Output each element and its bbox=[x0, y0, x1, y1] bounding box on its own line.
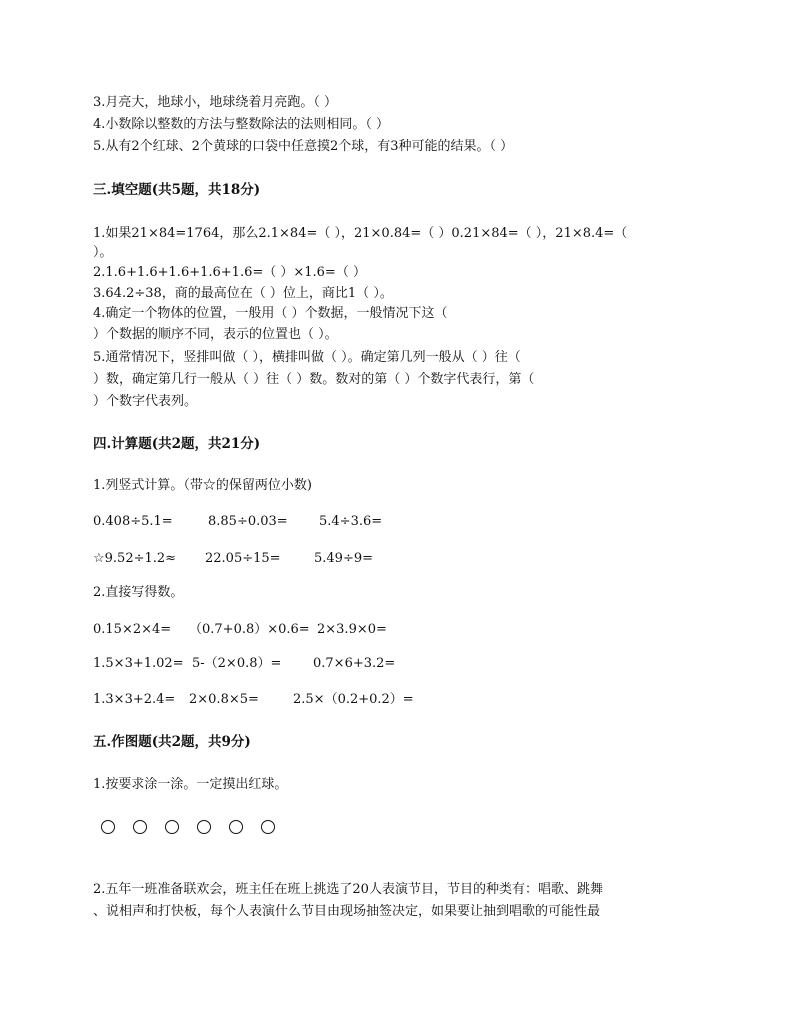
calc-question-1-title: 1.列竖式计算。（带☆的保留两位小数) bbox=[93, 478, 312, 493]
judgment-item-4: 4.小数除以整数的方法与整数除法的法则相同。（ ） bbox=[93, 117, 390, 132]
ball-circle bbox=[133, 820, 147, 834]
fill-question-5-cont: ）数，确定第几行一般从（ ）往（ ）数。数对的第（ ）个数字代表行，第（ bbox=[93, 372, 535, 387]
draw-question-1-title: 1.按要求涂一涂。一定摸出红球。 bbox=[93, 777, 288, 792]
calc-q2-row-1 bbox=[93, 622, 613, 638]
calc-q2-row-3 bbox=[93, 692, 613, 708]
calc-item: 1.5×3+1.02= bbox=[93, 656, 184, 671]
calc-item: 5-（2×0.8）= bbox=[192, 656, 282, 671]
calc-item: ☆9.52÷1.2≈ bbox=[93, 551, 177, 566]
draw-question-2: 2.五年一班准备联欢会，班主任在班上挑选了20人表演节目，节目的种类有：唱歌、跳舞 bbox=[93, 882, 603, 897]
calc-item: 22.05÷15= bbox=[205, 551, 281, 566]
fill-question-4: 4.确定一个物体的位置，一般用（ ）个数据，一般情况下这（ bbox=[93, 306, 448, 321]
calc-item: 5.49÷9= bbox=[314, 551, 374, 566]
calc-item: （0.7+0.8）×0.6= bbox=[189, 622, 310, 637]
draw-question-2-cont: 、说相声和打快板，每个人表演什么节目由现场抽签决定，如果要让抽到唱歌的可能性最 bbox=[93, 904, 601, 919]
ball-circle bbox=[229, 820, 243, 834]
calc-item: 1.3×3+2.4= bbox=[93, 692, 176, 707]
calc-item: 2.5×（0.2+0.2）= bbox=[293, 692, 414, 707]
judgment-item-3: 3.月亮大，地球小，地球绕着月亮跑。（ ） bbox=[93, 95, 338, 110]
fill-question-1-cont: ）。 bbox=[93, 245, 113, 260]
ball-circle bbox=[197, 820, 211, 834]
fill-question-3: 3.64.2÷38，商的最高位在（ ）位上，商比1（ ）。 bbox=[93, 286, 393, 301]
draw-section-heading: 五.作图题(共2题，共9分) bbox=[93, 734, 251, 750]
fill-question-2: 2.1.6+1.6+1.6+1.6+1.6=（ ）×1.6=（ ） bbox=[93, 265, 366, 280]
calc-item: 8.85÷0.03= bbox=[208, 514, 288, 529]
fill-question-5: 5.通常情况下，竖排叫做（ ），横排叫做（ ）。确定第几列一般从（ ）往（ bbox=[93, 350, 521, 365]
calc-question-2-title: 2.直接写得数。 bbox=[93, 585, 184, 600]
ball-circle bbox=[261, 820, 275, 834]
calc-item: 2×3.9×0= bbox=[317, 622, 387, 637]
fill-question-1: 1.如果21×84=1764，那么2.1×84=（ ），21×0.84=（ ）0.21×84=（ ），21×8.4=（ bbox=[93, 226, 628, 241]
judgment-item-5: 5.从有2个红球、2个黄球的口袋中任意摸2个球，有3种可能的结果。（ ） bbox=[93, 139, 514, 154]
calc-item: 0.7×6+3.2= bbox=[313, 656, 396, 671]
calc-q2-row-2 bbox=[93, 656, 613, 672]
ball-circle bbox=[165, 820, 179, 834]
calc-q1-row-2 bbox=[93, 551, 613, 567]
fill-question-4-cont: ）个数据的顺序不同，表示的位置也（ ）。 bbox=[93, 327, 338, 342]
calc-section-heading: 四.计算题(共2题，共21分) bbox=[93, 436, 261, 452]
calc-item: 2×0.8×5= bbox=[189, 692, 259, 707]
calc-item: 0.15×2×4= bbox=[93, 622, 172, 637]
calc-item: 0.408÷5.1= bbox=[93, 514, 173, 529]
ball-circle bbox=[101, 820, 115, 834]
fill-question-5-end: ）个数字代表列。 bbox=[93, 394, 198, 409]
fill-section-heading: 三.填空题(共5题，共18分) bbox=[93, 182, 261, 198]
calc-q1-row-1 bbox=[93, 514, 613, 530]
calc-item: 5.4÷3.6= bbox=[319, 514, 383, 529]
